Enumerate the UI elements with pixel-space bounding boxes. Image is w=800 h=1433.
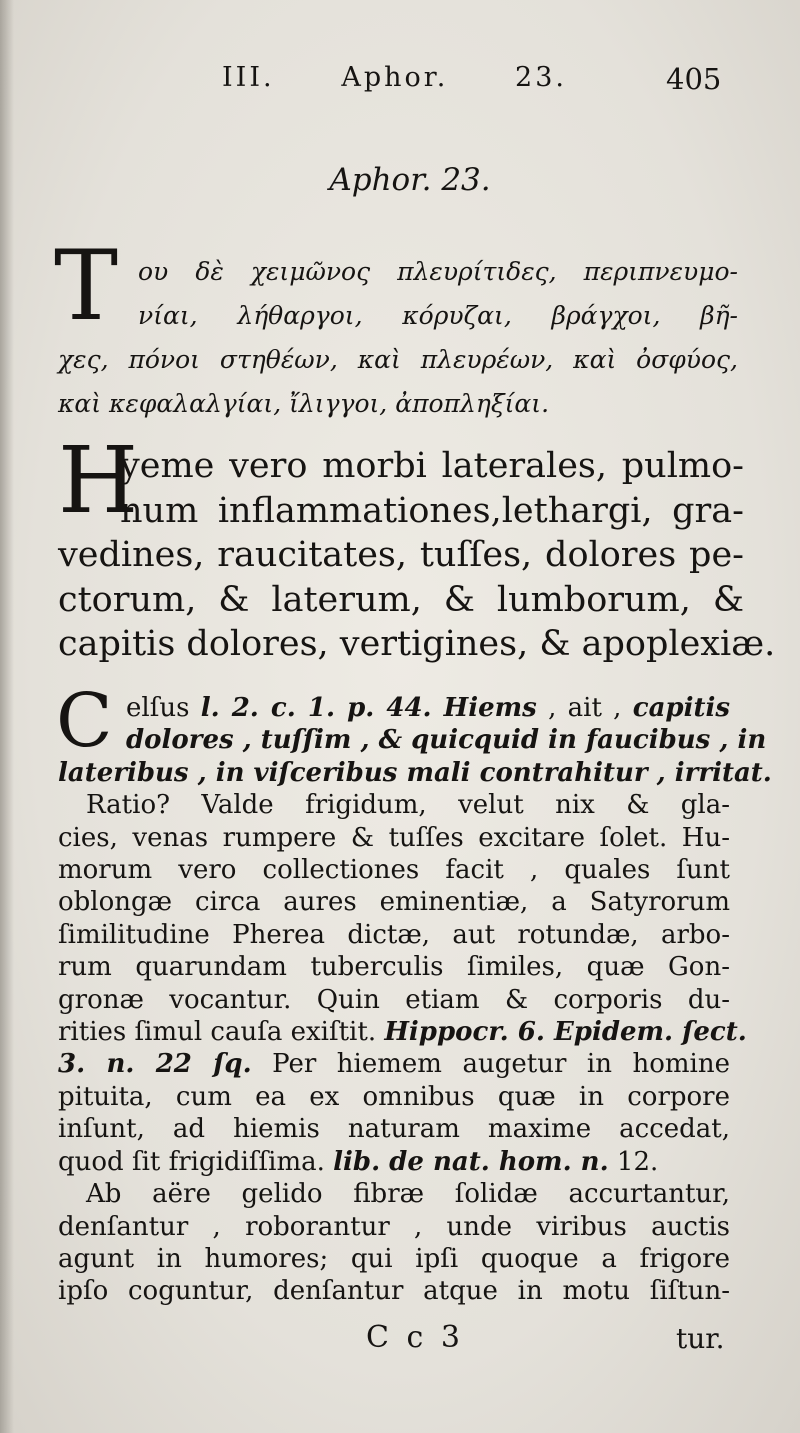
commentary-line: rum quarundam tuberculis ſimiles, quæ Gon- bbox=[58, 952, 730, 983]
commentary-line bbox=[58, 692, 730, 724]
latin-drop-capital: H bbox=[58, 427, 139, 534]
greek-line: νίαι, λήθαργοι, κόρυζαι, βράγχοι, βῆ- bbox=[138, 301, 738, 330]
signature-mark: C c 3 bbox=[366, 1320, 464, 1355]
quotation: capitis bbox=[632, 693, 730, 723]
latin-translation bbox=[58, 444, 776, 667]
commentary-line: oblongæ circa aures eminentiæ, a Satyrorum bbox=[58, 887, 730, 918]
commentary-text: elſus bbox=[126, 693, 201, 723]
commentary-drop-capital: C bbox=[56, 678, 113, 764]
commentary-line bbox=[58, 1016, 747, 1048]
citation: 3. n. 22 ſq. bbox=[58, 1049, 252, 1080]
commentary-text: 12. bbox=[608, 1146, 659, 1177]
commentary-line: ipſo coguntur, denſantur atque in motu ſiſtun- bbox=[58, 1276, 730, 1307]
latin-line: capitis dolores, vertigines, & apoplexiæ. bbox=[58, 624, 776, 664]
latin-line: vedines, raucitates, tuſſes, dolores pe- bbox=[58, 535, 744, 575]
greek-line: χες, πόνοι στηθέων, καὶ πλευρέων, καὶ ὀσφύος, bbox=[58, 345, 738, 374]
greek-aphorism bbox=[58, 250, 738, 426]
commentary-line: cies, venas rumpere & tuſſes excitare ſolet. Hu- bbox=[58, 822, 730, 853]
commentary-text: rities ſimul cauſa exiſtit. bbox=[58, 1017, 385, 1048]
citation: l. 2. c. 1. p. 44. Hiems bbox=[200, 693, 537, 723]
commentary-line: ſimilitudine Pherea dictæ, aut rotundæ, arbo- bbox=[58, 919, 730, 950]
greek-drop-capital: T bbox=[54, 230, 119, 342]
commentary-line: Ratio? Valde frigidum, velut nix & gla- bbox=[86, 790, 730, 821]
citation: Hippocr. 6. Epidem. ſect. bbox=[384, 1017, 747, 1048]
greek-line: καὶ κεφαλαλγίαι, ἴλιγγοι, ἀποπληξίαι. bbox=[58, 389, 550, 418]
commentary bbox=[58, 692, 772, 1308]
citation: lib. de nat. hom. n. bbox=[333, 1146, 609, 1177]
greek-line: ου δὲ χειμῶνος πλευρίτιδες, περιπνευμο- bbox=[138, 257, 738, 286]
running-head: III. Aphor. 23. bbox=[222, 62, 567, 93]
aphorism-title: Aphor. 23. bbox=[329, 162, 491, 198]
commentary-line: dolores , tuſſim , & quicquid in faucibus , in bbox=[126, 725, 767, 756]
commentary-line bbox=[58, 1146, 730, 1178]
page-header bbox=[0, 62, 800, 102]
commentary-line: gronæ vocantur. Quin etiam & corporis du- bbox=[58, 984, 730, 1015]
commentary-line bbox=[58, 1048, 730, 1080]
commentary-line: morum vero collectiones facit , quales ſunt bbox=[58, 855, 730, 886]
commentary-line: pituita, cum ea ex omnibus quæ in corpore bbox=[58, 1081, 730, 1112]
latin-line: ctorum, & laterum, & lumborum, & bbox=[58, 579, 744, 620]
latin-line: yeme vero morbi laterales, pulmo- bbox=[120, 446, 744, 486]
commentary-line: lateribus , in viſceribus mali contrahitur , irritat. bbox=[58, 757, 772, 788]
latin-line: num inflammationes,lethargi, gra- bbox=[120, 490, 744, 531]
commentary-line: agunt in humores; qui ipſi quoque a frigore bbox=[58, 1243, 730, 1274]
commentary-line: denſantur , roborantur , unde viribus auctis bbox=[58, 1211, 730, 1242]
commentary-text: , ait , bbox=[536, 693, 633, 723]
page-number: 405 bbox=[666, 62, 722, 96]
commentary-line: Ab aëre gelido fibræ ſolidæ accurtantur, bbox=[86, 1179, 730, 1210]
catchword: tur. bbox=[676, 1322, 725, 1355]
commentary-text: quod ſit frigidiſſima. bbox=[58, 1146, 334, 1177]
commentary-text: Per hiemem augetur in homine bbox=[251, 1049, 730, 1080]
commentary-line: inſunt, ad hiemis naturam maxime accedat, bbox=[58, 1114, 730, 1145]
page-shadow-edge bbox=[0, 0, 14, 1433]
